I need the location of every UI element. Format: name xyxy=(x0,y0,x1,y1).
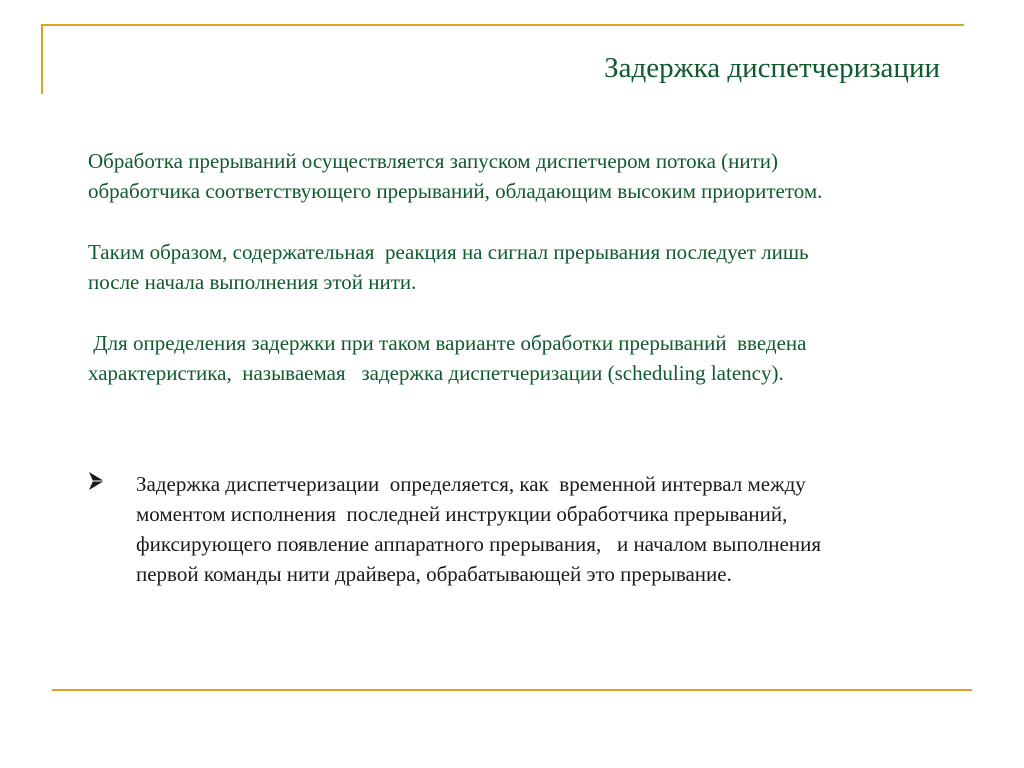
bullet-text xyxy=(136,469,821,589)
paragraph-line: после начала выполнения этой нити. xyxy=(88,270,417,294)
frame-bottom-line xyxy=(52,689,972,691)
paragraph-line: обработчика соответствующего прерываний, обладающим высоким приоритетом. xyxy=(88,179,823,203)
bullet-line: первой команды нити драйвера, обрабатывающей это прерывание. xyxy=(136,562,732,586)
bullet-line: моментом исполнения последней инструкции обработчика прерываний, xyxy=(136,502,788,526)
paragraph-line: Таким образом, содержательная реакция на сигнал прерывания последует лишь xyxy=(88,240,809,264)
frame-left-line xyxy=(41,24,43,94)
paragraph-line: характеристика, называемая задержка диспетчеризации (scheduling latency). xyxy=(88,361,784,385)
paragraph-reaction xyxy=(88,237,978,297)
paragraph-interrupt-handling xyxy=(88,146,978,206)
bullet-line: Задержка диспетчеризации определяется, как временной интервал между xyxy=(136,472,806,496)
paragraph-line: Для определения задержки при таком варианте обработки прерываний введена xyxy=(88,331,807,355)
bullet-definition xyxy=(88,469,988,594)
frame-top-line xyxy=(42,24,964,26)
bullet-line: фиксирующего появление аппаратного прерывания, и началом выполнения xyxy=(136,532,822,556)
paragraph-line: Обработка прерываний осуществляется запуском диспетчером потока (нити) xyxy=(88,149,779,173)
paragraph-definition-intro xyxy=(88,328,978,388)
arrow-bullet-icon xyxy=(88,471,106,491)
slide-title: Задержка диспетчеризации xyxy=(604,52,940,84)
